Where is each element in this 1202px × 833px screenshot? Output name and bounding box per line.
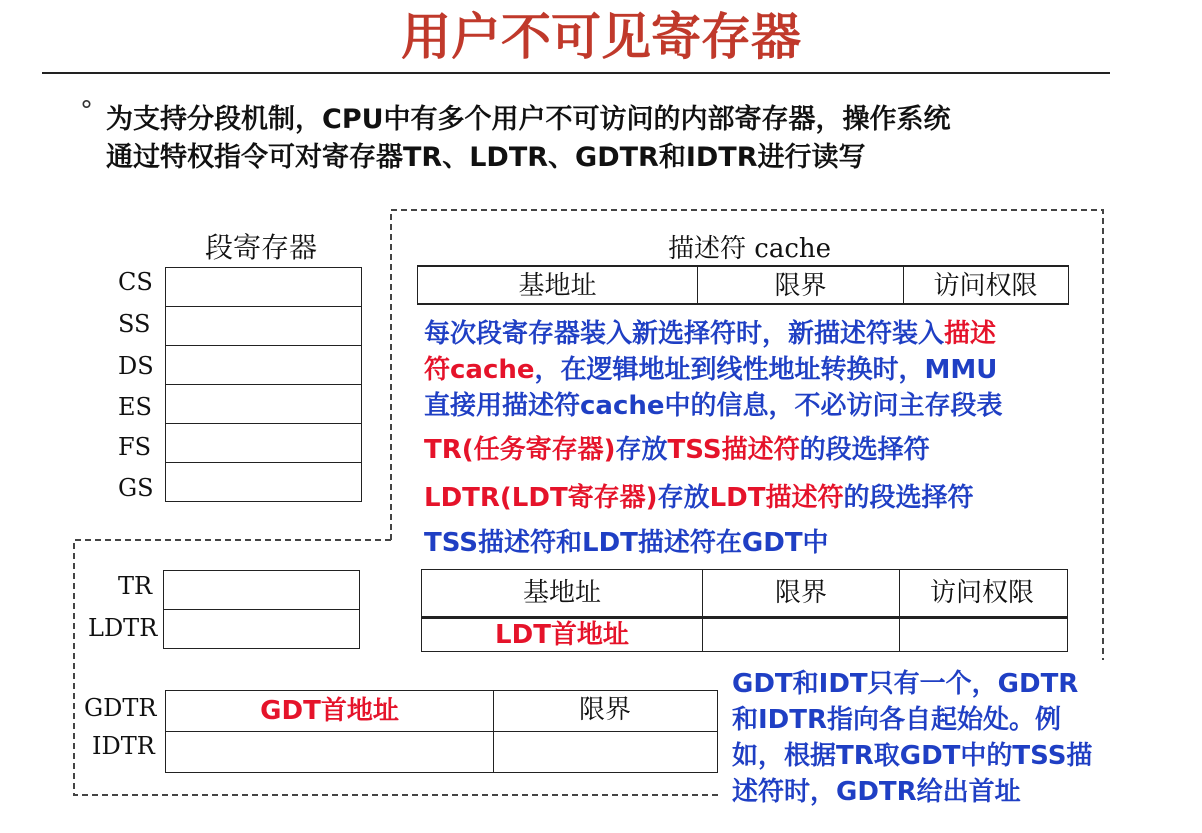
segment-register-ss xyxy=(165,306,362,346)
column-access-rights: 访问权限 xyxy=(929,578,1034,608)
gdt-explain-line-1: GDT和IDT只有一个，GDTR xyxy=(732,669,1079,699)
register-label: SS xyxy=(118,310,151,338)
register-ldtr-box xyxy=(163,609,360,649)
task-register-stack xyxy=(163,570,360,649)
table-register-box xyxy=(165,690,718,773)
column-limit: 限界 xyxy=(703,570,900,616)
idtr-row xyxy=(166,732,717,772)
register-tr-box xyxy=(163,570,360,610)
register-label: DS xyxy=(118,352,154,380)
gdt-base-value: GDT首地址 xyxy=(166,691,494,731)
column-limit: 限界 xyxy=(698,267,904,303)
segment-register-cs xyxy=(165,267,362,307)
register-label: FS xyxy=(118,433,152,461)
descriptor-cache-heading: 描述符 cache xyxy=(668,234,832,264)
gdt-limit-label: 限界 xyxy=(578,695,631,725)
intro-line-2: 通过特权指令可对寄存器TR、LDTR、GDTR和IDTR进行读写 xyxy=(106,142,866,173)
gdt-explain-line-3: 如，根据TR取GDT中的TSS描 xyxy=(732,741,1093,771)
page-title: 用户不可见寄存器 xyxy=(401,8,801,66)
ldt-descriptor-table xyxy=(421,569,1068,652)
segment-register-stack xyxy=(165,267,362,502)
ldt-descriptor-header xyxy=(422,570,1067,619)
register-label: IDTR xyxy=(92,732,155,760)
gdt-explain-line-4: 述符时，GDTR给出首址 xyxy=(732,777,1021,807)
segment-register-fs xyxy=(165,423,362,463)
intro-line-1: 为支持分段机制，CPU中有多个用户不可访问的内部寄存器，操作系统 xyxy=(106,104,951,135)
descriptor-cache-table xyxy=(417,265,1069,305)
segment-registers-heading: 段寄存器 xyxy=(205,231,318,264)
bullet-icon: ° xyxy=(80,96,93,126)
note-ldtr: LDTR(LDT寄存器)存放LDT描述符的段选择符 xyxy=(424,483,974,513)
note-tr: TR(任务寄存器)存放TSS描述符的段选择符 xyxy=(424,435,930,465)
register-label: GDTR xyxy=(84,694,157,722)
column-base-address: 基地址 xyxy=(418,267,698,303)
column-access-rights: 访问权限 xyxy=(933,271,1038,301)
note-cache-line-3: 直接用描述符cache中的信息，不必访问主存段表 xyxy=(424,391,1003,421)
ldt-limit-value xyxy=(703,619,900,651)
gdt-explain-line-2: 和IDTR指向各自起始处。例 xyxy=(732,705,1062,735)
segment-register-ds xyxy=(165,345,362,385)
note-cache-line-2: 符cache，在逻辑地址到线性地址转换时，MMU xyxy=(424,355,998,385)
register-label: CS xyxy=(118,268,153,296)
note-cache-line-1: 每次段寄存器装入新选择符时，新描述符装入描述 xyxy=(424,319,997,349)
ldt-base-value: LDT首地址 xyxy=(422,619,703,651)
ldt-descriptor-row xyxy=(422,619,1067,651)
idt-limit-value xyxy=(494,732,716,772)
segment-register-es xyxy=(165,384,362,424)
register-label: ES xyxy=(118,393,152,421)
note-gdt: TSS描述符和LDT描述符在GDT中 xyxy=(424,528,829,558)
register-label: GS xyxy=(118,474,154,502)
register-label: LDTR xyxy=(88,614,158,642)
ldt-access-value xyxy=(900,619,1064,651)
column-base-address: 基地址 xyxy=(422,570,703,616)
idt-base-value xyxy=(166,732,494,772)
gdtr-row xyxy=(166,691,717,732)
segment-register-gs xyxy=(165,462,362,502)
register-label: TR xyxy=(118,572,153,600)
